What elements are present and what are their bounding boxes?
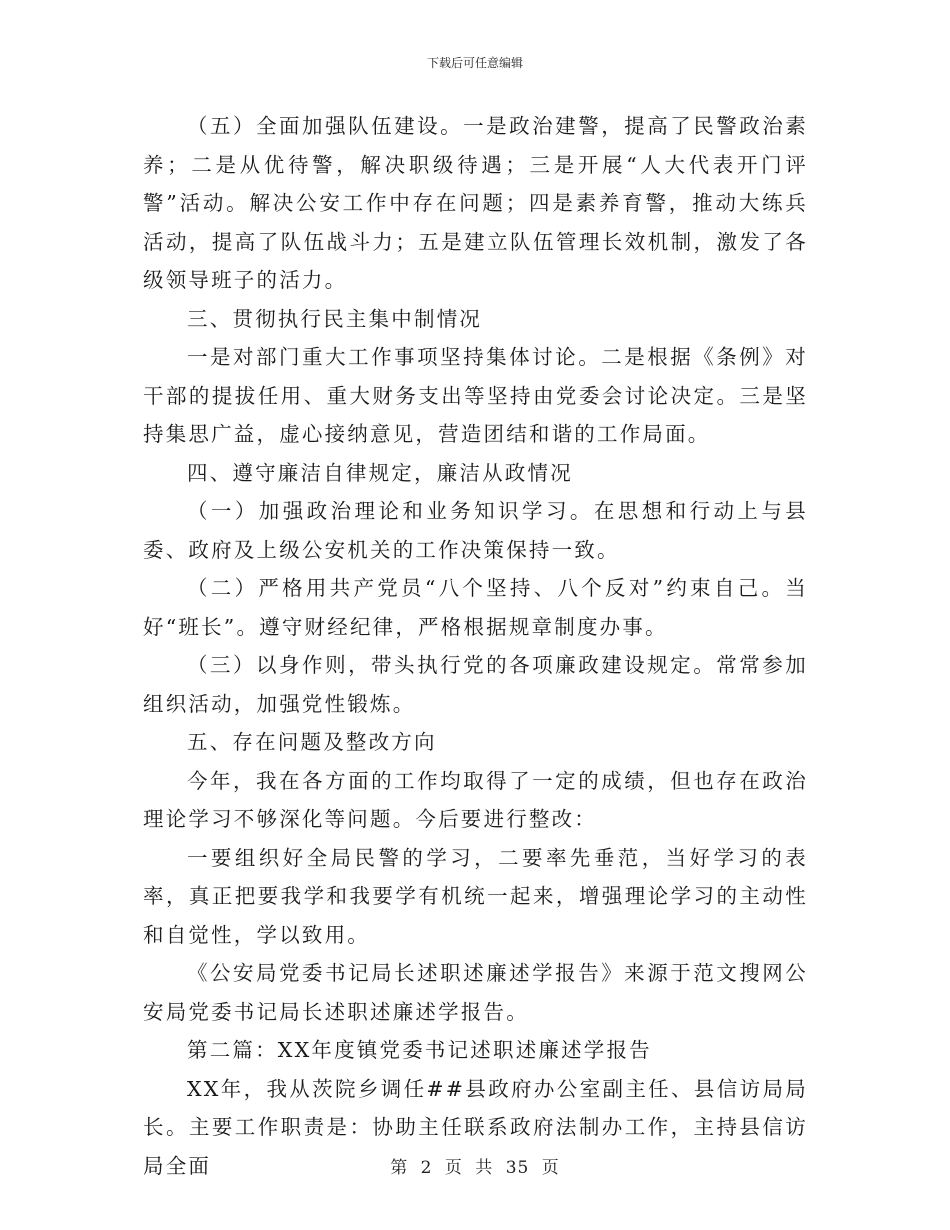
page-number-footer — [0, 1153, 950, 1178]
heading-second-article: 第二篇：XX年度镇党委书记述职述廉述学报告 — [187, 1038, 652, 1062]
heading-democratic-centralism: 三、贯彻执行民主集中制情况 — [187, 306, 483, 331]
page-header: 下载后可任意编辑 — [426, 56, 523, 70]
heading-problems: 五、存在问题及整改方向 — [187, 730, 437, 754]
paragraph-study: （一）加强政治理论和业务知识学习。在思想和行动上与县委、政府及上级公安机关的工作决策保持一致。 — [143, 499, 808, 562]
heading-integrity: 四、遵守廉洁自律规定，廉洁从政情况 — [187, 460, 573, 485]
paragraph-second-article-intro: XX年，我从茨院乡调任##县政府办公室副主任、县信访局局长。主要工作职责是：协助主任联系政府法制办工作，主持县信访局全面 — [143, 1076, 808, 1178]
paragraph-source-note: 《公安局党委书记局长述职述廉述学报告》来源于范文搜网公安局党委书记局长述职述廉述学报告。 — [143, 961, 808, 1024]
total-pages-number: 35 — [505, 1158, 530, 1178]
paragraph-collective-decisions: 一是对部门重大工作事项坚持集体讨论。二是根据《条例》对干部的提拔任用、重大财务支出等坚持由党委会讨论决定。三是坚持集思广益，虚心接纳意见，营造团结和谐的工作局面。 — [143, 345, 808, 446]
footer-prefix: 第 — [390, 1158, 409, 1178]
document-body — [143, 107, 808, 1185]
current-page-number: 2 — [420, 1158, 433, 1178]
paragraph-team-building: （五）全面加强队伍建设。一是政治建警，提高了民警政治素养；二是从优待警，解决职级待遇；三是开展“人大代表开门评警”活动。解决公安工作中存在问题；四是素养育警，推动大练兵活动，提高了队伍战斗力；五是建立队伍管理长效机制，激发了各级领导班子的活力。 — [143, 114, 808, 292]
paragraph-party-discipline: （二）严格用共产党员“八个坚持、八个反对”约束自己。当好“班长”。遵守财经纪律，严格根据规章制度办事。 — [143, 576, 808, 639]
footer-suffix: 页 — [541, 1158, 560, 1178]
footer-page-word: 页 — [444, 1158, 463, 1178]
paragraph-lead-by-example: （三）以身作则，带头执行党的各项廉政建设规定。常常参加组织活动，加强党性锻炼。 — [143, 653, 808, 716]
paragraph-achievements: 今年，我在各方面的工作均取得了一定的成绩，但也存在政治理论学习不够深化等问题。今后要进行整改： — [143, 768, 808, 831]
footer-total-word: 共 — [475, 1158, 494, 1178]
paragraph-rectification: 一要组织好全局民警的学习，二要率先垂范，当好学习的表率，真正把要我学和我要学有机统一起来，增强理论学习的主动性和自觉性，学以致用。 — [143, 845, 808, 947]
